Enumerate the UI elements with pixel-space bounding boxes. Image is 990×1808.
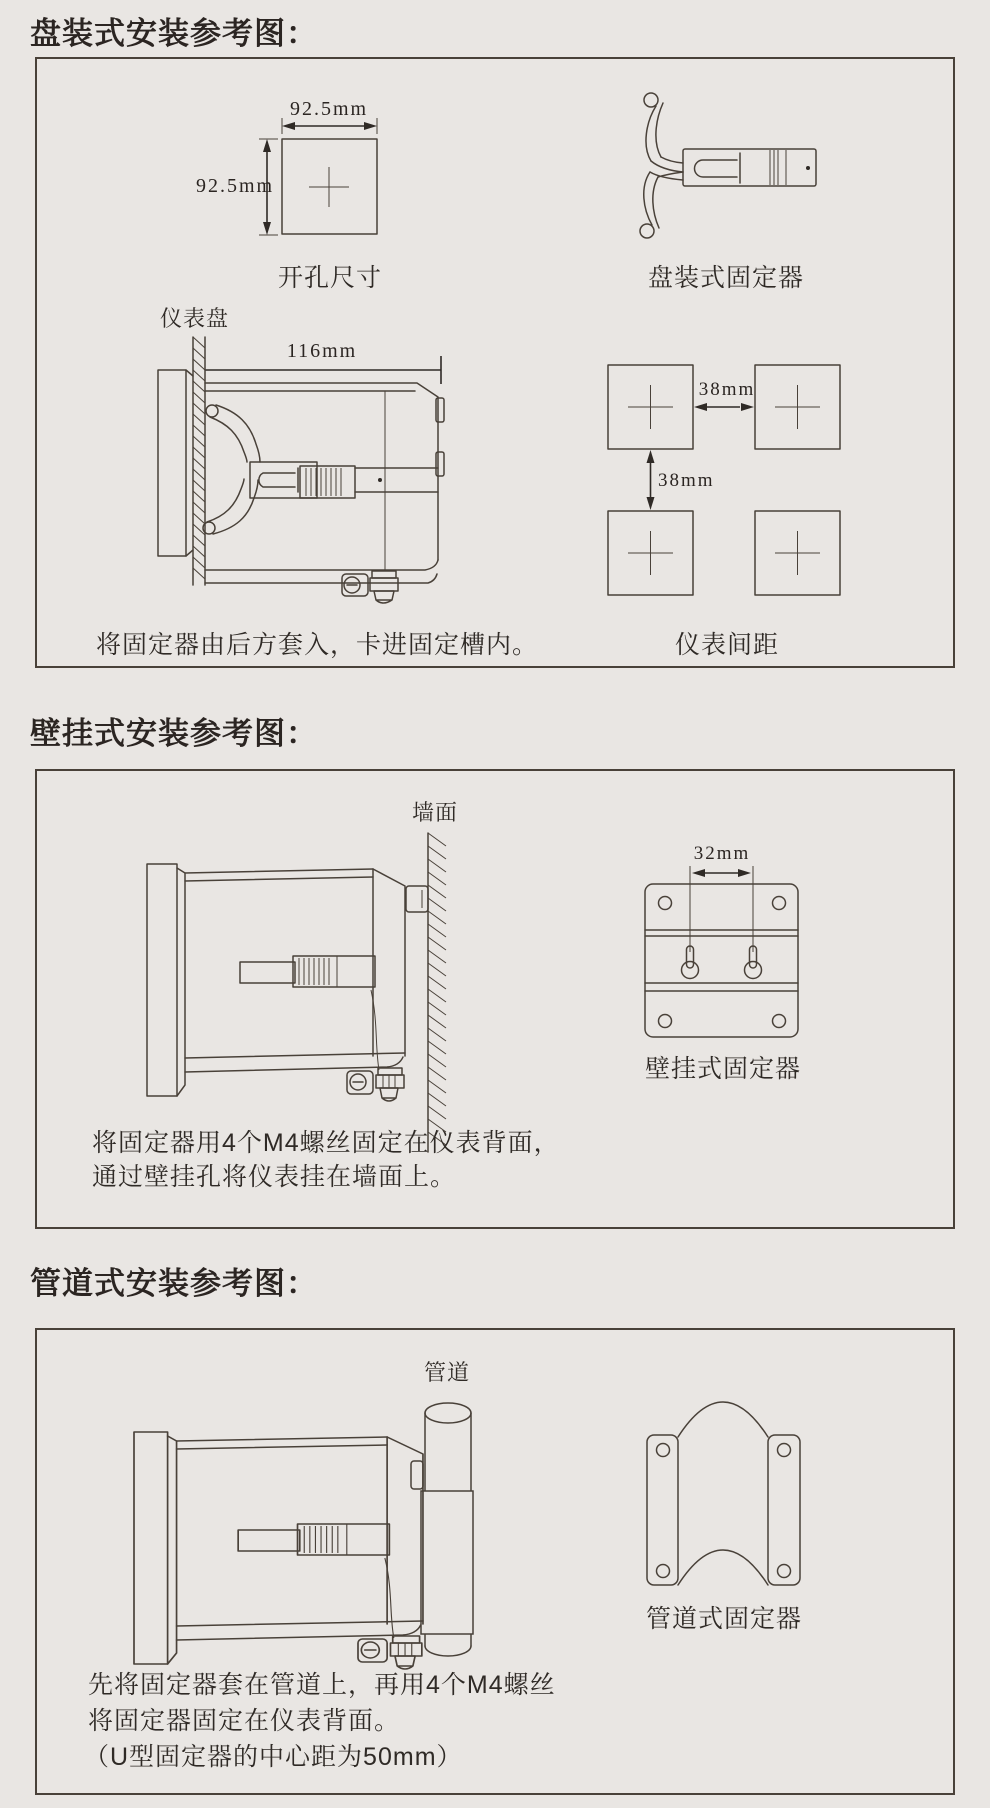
panel-instruction: 将固定器由后方套入，卡进固定槽内。 (96, 631, 539, 659)
panel-section-frame (35, 57, 955, 668)
wall-fixer-caption: 壁挂式固定器 (644, 1055, 801, 1083)
wall-section-title: 壁挂式安装参考图： (30, 716, 318, 751)
pipe-instruction-line2: 将固定器固定在仪表背面。 (88, 1707, 401, 1735)
wall-hole-spacing-dimension: 32mm (693, 843, 751, 864)
pipe-label: 管道 (423, 1360, 470, 1385)
panel-fixer-caption: 盘装式固定器 (647, 264, 804, 292)
wall-surface-label: 墙面 (411, 800, 458, 825)
pipe-fixer-caption: 管道式固定器 (645, 1605, 802, 1633)
cutout-height-dimension: 92.5mm (196, 175, 275, 197)
cutout-caption: 开孔尺寸 (277, 264, 382, 292)
pipe-instruction-line3: （U型固定器的中心距为50mm） (84, 1743, 463, 1771)
pipe-section-title: 管道式安装参考图： (30, 1266, 318, 1301)
spacing-horizontal-dimension: 38mm (698, 379, 756, 400)
pipe-instruction-line1: 先将固定器套在管道上，再用4个M4螺丝 (88, 1671, 556, 1699)
cutout-width-dimension: 92.5mm (289, 98, 369, 120)
wall-section-frame (35, 769, 955, 1229)
depth-dimension: 116mm (286, 340, 358, 362)
instrument-panel-label: 仪表盘 (160, 306, 230, 331)
spacing-vertical-dimension: 38mm (658, 470, 715, 491)
panel-section-title: 盘装式安装参考图： (30, 16, 318, 51)
wall-instruction-line2: 通过壁挂孔将仪表挂在墙面上。 (92, 1163, 457, 1191)
wall-instruction-line1: 将固定器用4个M4螺丝固定在仪表背面， (92, 1129, 560, 1157)
spacing-caption: 仪表间距 (674, 631, 779, 659)
